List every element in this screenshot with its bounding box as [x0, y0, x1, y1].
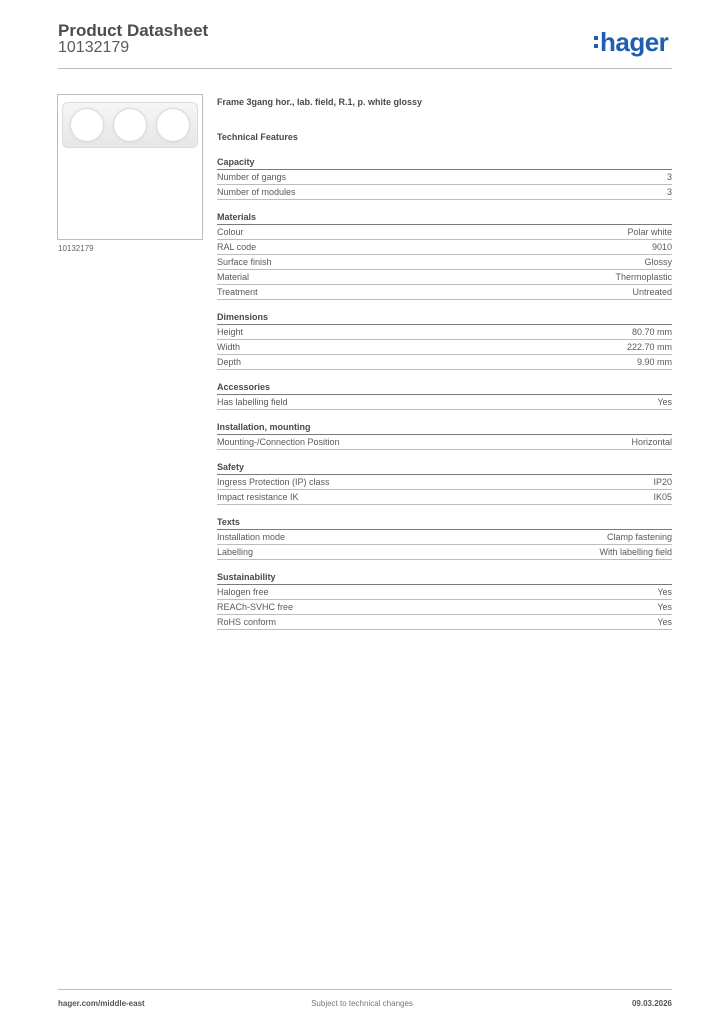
feature-value: Thermoplastic: [615, 272, 672, 282]
feature-value: IK05: [653, 492, 672, 502]
main-content: [217, 95, 672, 630]
feature-row: [217, 615, 672, 630]
feature-value: 3: [666, 172, 672, 182]
footer-notice: Subject to technical changes: [311, 999, 413, 1008]
feature-row: [217, 325, 672, 340]
feature-value: Horizontal: [631, 437, 672, 447]
product-image-box: [57, 94, 203, 240]
feature-label: Ingress Protection (IP) class: [217, 477, 330, 487]
section-title: Safety: [217, 460, 672, 475]
feature-section: [217, 310, 672, 370]
section-title: Accessories: [217, 380, 672, 395]
feature-value: 9.90 mm: [636, 357, 672, 367]
feature-row: [217, 340, 672, 355]
feature-value: 222.70 mm: [626, 342, 672, 352]
feature-row: [217, 270, 672, 285]
feature-value: Glossy: [644, 257, 672, 267]
feature-label: Number of modules: [217, 187, 296, 197]
feature-section: [217, 570, 672, 630]
feature-value: Yes: [657, 397, 672, 407]
feature-row: [217, 600, 672, 615]
feature-row: [217, 585, 672, 600]
hager-logo: [594, 26, 669, 57]
image-caption: 10132179: [58, 244, 94, 253]
feature-sections: [217, 155, 672, 630]
feature-label: Depth: [217, 357, 242, 367]
feature-label: Width: [217, 342, 241, 352]
feature-row: [217, 355, 672, 370]
feature-label: Mounting-/Connection Position: [217, 437, 340, 447]
feature-label: Labelling: [217, 547, 254, 557]
feature-value: 9010: [651, 242, 672, 252]
feature-label: Installation mode: [217, 532, 286, 542]
section-title: Sustainability: [217, 570, 672, 585]
section-title: Materials: [217, 210, 672, 225]
feature-label: Has labelling field: [217, 397, 288, 407]
section-title: Dimensions: [217, 310, 672, 325]
feature-row: [217, 185, 672, 200]
feature-row: [217, 255, 672, 270]
feature-value: IP20: [653, 477, 672, 487]
feature-section: [217, 380, 672, 410]
feature-label: Height: [217, 327, 244, 337]
feature-row: [217, 240, 672, 255]
feature-label: Treatment: [217, 287, 258, 297]
feature-label: Material: [217, 272, 250, 282]
feature-row: [217, 435, 672, 450]
section-title: Installation, mounting: [217, 420, 672, 435]
feature-value: 3: [666, 187, 672, 197]
feature-row: [217, 170, 672, 185]
footer-website: hager.com/middle-east: [58, 999, 145, 1008]
feature-label: Impact resistance IK: [217, 492, 299, 502]
feature-value: Clamp fastening: [606, 532, 672, 542]
feature-row: [217, 490, 672, 505]
feature-value: Yes: [657, 587, 672, 597]
footer-divider: [58, 989, 672, 990]
section-title: Capacity: [217, 155, 672, 170]
feature-value: Untreated: [632, 287, 672, 297]
feature-row: [217, 530, 672, 545]
feature-row: [217, 225, 672, 240]
feature-label: RoHS conform: [217, 617, 277, 627]
logo-dots-icon: [594, 32, 598, 52]
frame-opening: [156, 108, 190, 142]
feature-section: [217, 210, 672, 300]
frame-opening: [70, 108, 104, 142]
product-name: Frame 3gang hor., lab. field, R.1, p. white glossy: [217, 97, 423, 107]
feature-section: [217, 155, 672, 200]
logo-text: hager: [600, 26, 669, 57]
feature-section: [217, 515, 672, 560]
footer-date: 09.03.2026: [631, 999, 672, 1008]
feature-section: [217, 460, 672, 505]
feature-row: [217, 545, 672, 560]
feature-value: 80.70 mm: [631, 327, 672, 337]
header-divider: [58, 68, 672, 69]
feature-label: Surface finish: [217, 257, 272, 267]
feature-label: Colour: [217, 227, 244, 237]
feature-label: RAL code: [217, 242, 257, 252]
feature-value: Yes: [657, 602, 672, 612]
product-number: 10132179: [58, 39, 130, 56]
technical-features-heading: Technical Features: [217, 132, 298, 142]
feature-label: REACh-SVHC free: [217, 602, 294, 612]
feature-label: Number of gangs: [217, 172, 287, 182]
feature-section: [217, 420, 672, 450]
feature-row: [217, 285, 672, 300]
section-title: Texts: [217, 515, 672, 530]
frame-opening: [113, 108, 147, 142]
feature-value: With labelling field: [599, 547, 672, 557]
product-image: [62, 102, 198, 148]
feature-value: Yes: [657, 617, 672, 627]
feature-row: [217, 475, 672, 490]
feature-label: Halogen free: [217, 587, 269, 597]
feature-value: Polar white: [627, 227, 672, 237]
feature-row: [217, 395, 672, 410]
page-title: Product Datasheet: [58, 21, 209, 40]
